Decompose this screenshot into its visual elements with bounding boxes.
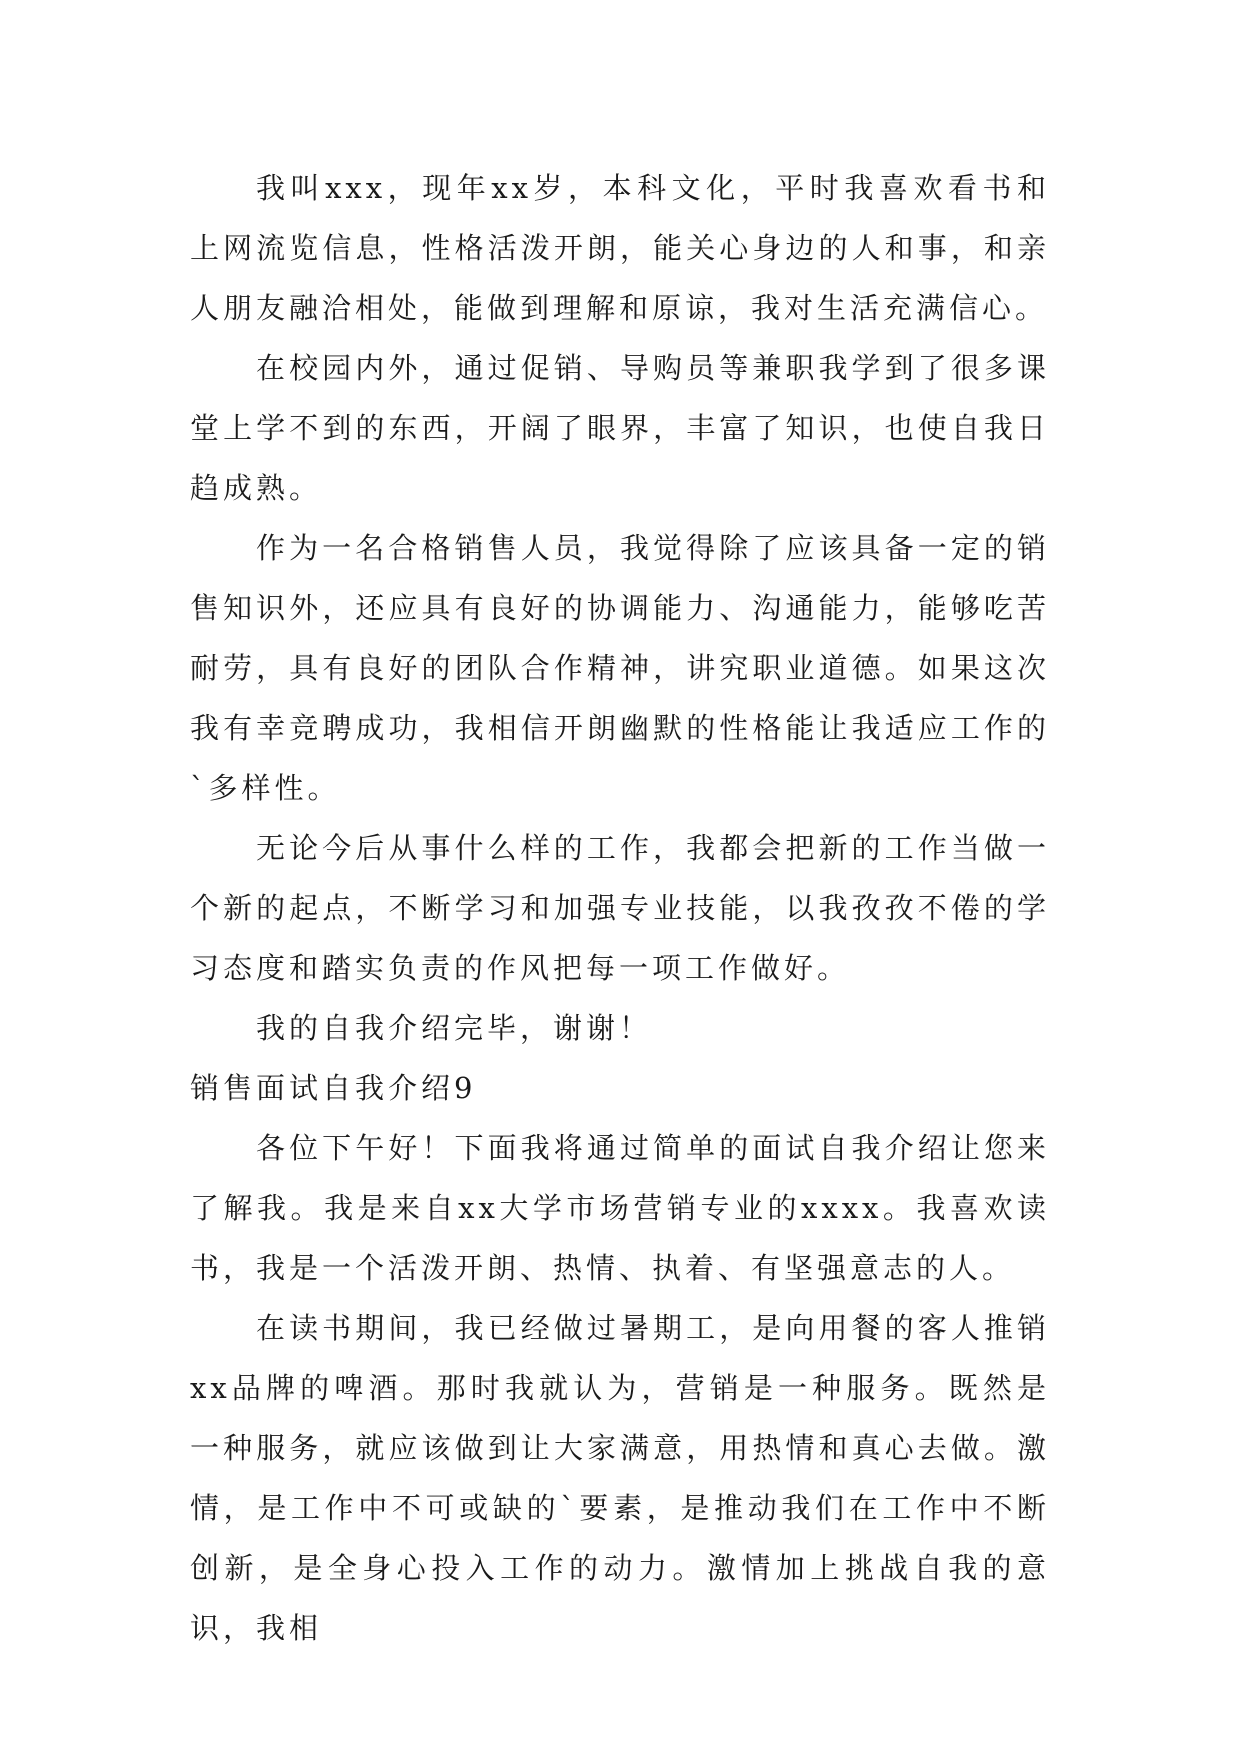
paragraph-self-intro: 我叫xxx，现年xx岁，本科文化，平时我喜欢看书和上网流览信息，性格活泼开朗，能关心身边的人和事，和亲人朋友融洽相处，能做到理解和原谅，我对生活充满信心。 — [190, 171, 1050, 325]
paragraph-closing-thanks: 我的自我介绍完毕，谢谢！ — [256, 1011, 653, 1045]
paragraph-summer-job: 在读书期间，我已经做过暑期工，是向用餐的客人推销xx品牌的啤酒。那时我就认为，营销是一种服务。既然是一种服务，就应该做到让大家满意，用热情和真心去做。激情，是工作中不可或缺的`要素，是推动我们在工作中不断创新，是全身心投入工作的动力。激情加上挑战自我的意识，我相 — [190, 1311, 1050, 1645]
paragraph-future-work: 无论今后从事什么样的工作，我都会把新的工作当做一个新的起点，不断学习和加强专业技能，以我孜孜不倦的学习态度和踏实负责的作风把每一项工作做好。 — [190, 831, 1050, 985]
document-body — [190, 158, 1050, 1658]
section-heading: 销售面试自我介绍9 — [190, 1071, 477, 1105]
paragraph-campus-experience: 在校园内外，通过促销、导购员等兼职我学到了很多课堂上学不到的东西，开阔了眼界，丰富了知识，也使自我日趋成熟。 — [190, 351, 1050, 505]
paragraph-greeting: 各位下午好！下面我将通过简单的面试自我介绍让您来了解我。我是来自xx大学市场营销专业的xxxx。我喜欢读书，我是一个活泼开朗、热情、执着、有坚强意志的人。 — [190, 1131, 1050, 1285]
paragraph-sales-qualities: 作为一名合格销售人员，我觉得除了应该具备一定的销售知识外，还应具有良好的协调能力、沟通能力，能够吃苦耐劳，具有良好的团队合作精神，讲究职业道德。如果这次我有幸竞聘成功，我相信开朗幽默的性格能让我适应工作的`多样性。 — [190, 531, 1050, 805]
